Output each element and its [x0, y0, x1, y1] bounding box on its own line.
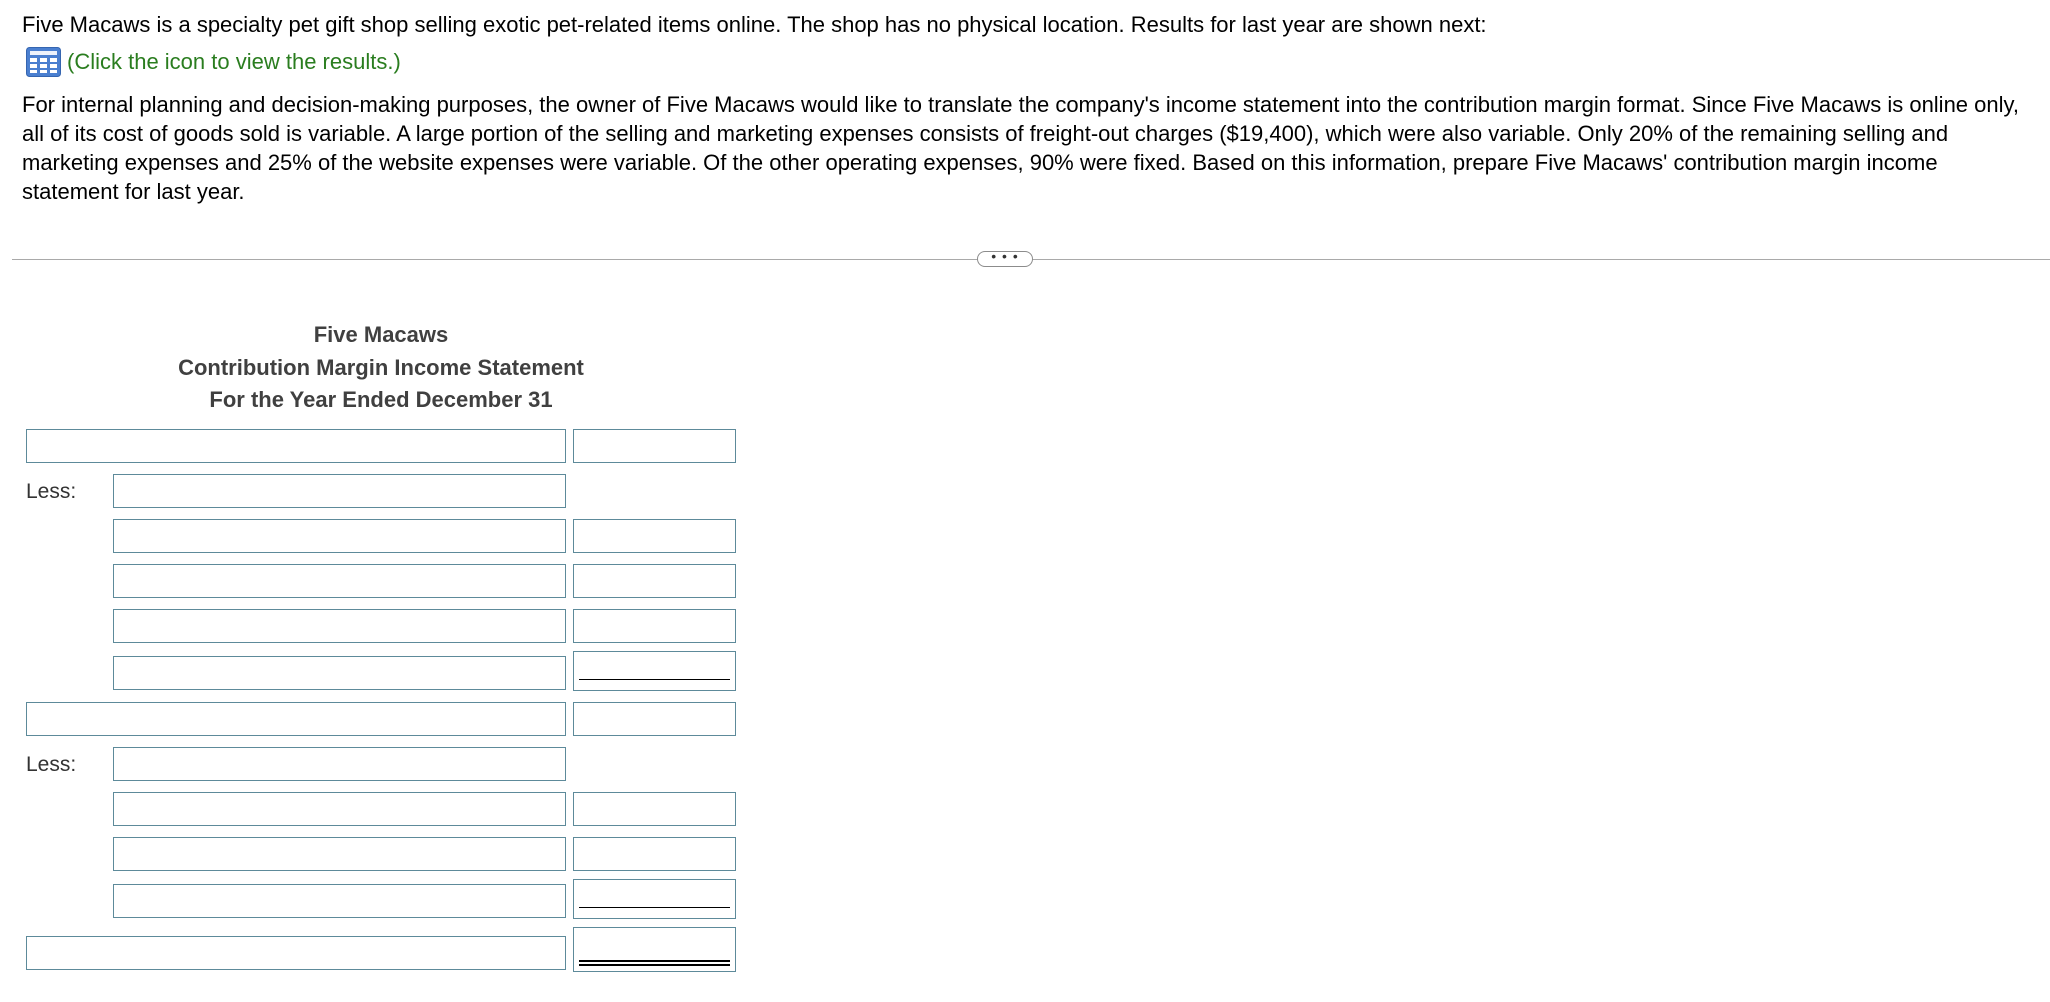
- variable-expense-amount-input-1[interactable]: [573, 519, 736, 553]
- fixed-expense-amount-input-2[interactable]: [573, 837, 736, 871]
- view-results-link[interactable]: [26, 47, 401, 77]
- variable-expense-label-input-1[interactable]: [113, 519, 566, 553]
- fixed-expense-label-input-1[interactable]: [113, 792, 566, 826]
- contribution-margin-label-input[interactable]: [26, 702, 566, 736]
- double-underline-bottom: [579, 964, 730, 966]
- view-results-link-text[interactable]: (Click the icon to view the results.): [67, 49, 401, 74]
- table-grid-icon[interactable]: [26, 47, 61, 77]
- operating-income-total-field: [573, 927, 736, 972]
- less-label: Less:: [26, 753, 77, 776]
- variable-expense-label-input-3[interactable]: [113, 609, 566, 643]
- variable-expense-total-field: [573, 651, 736, 691]
- contribution-margin-amount-input[interactable]: [573, 702, 736, 736]
- statement-title: Contribution Margin Income Statement: [178, 355, 584, 380]
- statement-period: For the Year Ended December 31: [209, 387, 553, 412]
- less-label: Less:: [26, 480, 77, 503]
- variable-expense-amount-input-2[interactable]: [573, 564, 736, 598]
- fixed-expense-amount-input-1[interactable]: [573, 792, 736, 826]
- variable-expense-amount-input-4[interactable]: [574, 652, 735, 690]
- variable-expenses-header-input[interactable]: [113, 474, 566, 508]
- fixed-expense-total-field: [573, 879, 736, 919]
- problem-paragraph: For internal planning and decision-making purposes, the owner of Five Macaws would like to translate the company's income statement into the contribution margin format. Since Five Macaws is online only, all of its cost of goods sold is variable. A large portion of the selling and marketing expenses consists of freight-out charges ($19,400), which were also variable. Only 20% of the remaining selling and marketing expenses and 25% of the website expenses were variable. Of the other operating expenses, 90% were fixed. Based on this information, prepare Five Macaws' contribution margin income statement for last year.: [22, 92, 2019, 204]
- fixed-expenses-header-input[interactable]: [113, 747, 566, 781]
- sales-label-input[interactable]: [26, 429, 566, 463]
- statement-company: Five Macaws: [313, 322, 449, 347]
- variable-expense-amount-input-3[interactable]: [573, 609, 736, 643]
- single-underline: [579, 679, 730, 680]
- fixed-expense-label-input-2[interactable]: [113, 837, 566, 871]
- sales-amount-input[interactable]: [573, 429, 736, 463]
- double-underline-top: [579, 960, 730, 962]
- single-underline: [579, 907, 730, 908]
- fixed-expense-amount-input-3[interactable]: [574, 880, 735, 918]
- fixed-expense-label-input-3[interactable]: [113, 884, 566, 918]
- variable-expense-label-input-2[interactable]: [113, 564, 566, 598]
- variable-expense-label-input-4[interactable]: [113, 656, 566, 690]
- operating-income-label-input[interactable]: [26, 936, 566, 970]
- expand-more-button[interactable]: • • •: [977, 251, 1033, 267]
- problem-intro: Five Macaws is a specialty pet gift shop selling exotic pet-related items online. The shop has no physical location. Results for last year are shown next:: [22, 12, 1487, 37]
